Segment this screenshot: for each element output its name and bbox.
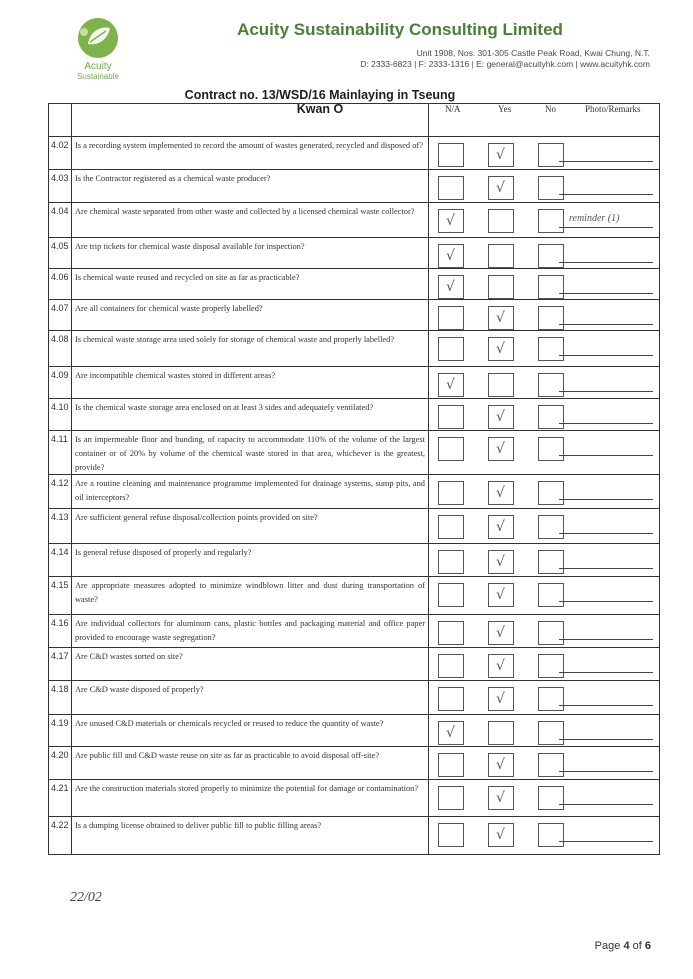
table-row: [49, 237, 659, 269]
column-header-remarks: Photo/Remarks: [585, 104, 641, 114]
checkbox-no[interactable]: [538, 481, 564, 505]
checkbox-yes[interactable]: [488, 244, 514, 268]
remarks-line: [559, 601, 653, 602]
item-question: Is a recording system implemented to record the amount of wastes generated, recycled and disposed of?: [75, 141, 423, 150]
checkbox-na[interactable]: [438, 550, 464, 574]
checkbox-no[interactable]: [538, 306, 564, 330]
item-question: Are C&D wastes sorted on site?: [75, 652, 183, 661]
item-remark: reminder (1): [569, 213, 620, 224]
checkbox-na[interactable]: [438, 244, 464, 268]
logo-text: [62, 62, 134, 82]
item-number: 4.07: [51, 303, 69, 313]
checkbox-na[interactable]: [438, 176, 464, 200]
item-question: Is chemical waste storage area used solely for storage of chemical waste and properly labelled?: [75, 335, 395, 344]
item-number: 4.22: [51, 820, 69, 830]
checkbox-na[interactable]: [438, 275, 464, 299]
checkbox-no[interactable]: [538, 337, 564, 361]
item-question: Are public fill and C&D waste reuse on site as far as practicable to avoid disposal off-site?: [75, 751, 380, 760]
table-row: [49, 430, 659, 475]
check-mark-icon: √: [496, 147, 505, 163]
checkbox-na[interactable]: [438, 481, 464, 505]
table-row: [49, 779, 659, 817]
checkbox-yes[interactable]: [488, 176, 514, 200]
table-row: [49, 169, 659, 203]
check-mark-icon: √: [496, 554, 505, 570]
logo-text-line-2: Sustainable: [77, 72, 119, 81]
table-row: [49, 816, 659, 857]
page-of: of: [632, 940, 642, 952]
table-row: [49, 746, 659, 780]
check-mark-icon: √: [446, 248, 455, 264]
remarks-line: [559, 639, 653, 640]
checkbox-na[interactable]: [438, 654, 464, 678]
item-question: Are sufficient general refuse disposal/collection points provided on site?: [75, 513, 318, 522]
check-mark-icon: √: [496, 658, 505, 674]
column-header-yes: Yes: [498, 104, 512, 114]
table-row: [49, 543, 659, 577]
checkbox-na[interactable]: [438, 823, 464, 847]
check-mark-icon: √: [496, 485, 505, 501]
table-row: [49, 714, 659, 747]
check-mark-icon: √: [496, 790, 505, 806]
table-row: [49, 680, 659, 715]
check-mark-icon: √: [496, 625, 505, 641]
check-mark-icon: √: [496, 409, 505, 425]
handwritten-signature: 22/02: [70, 890, 102, 905]
item-number: 4.16: [51, 618, 69, 628]
checkbox-na[interactable]: [438, 405, 464, 429]
item-number: 4.21: [51, 783, 69, 793]
checkbox-no[interactable]: [538, 687, 564, 711]
company-address: [330, 48, 650, 70]
checkbox-yes[interactable]: [488, 550, 514, 574]
checkbox-no[interactable]: [538, 786, 564, 810]
remarks-line: [559, 391, 653, 392]
checkbox-na[interactable]: [438, 373, 464, 397]
check-mark-icon: √: [446, 725, 455, 741]
checkbox-yes[interactable]: [488, 721, 514, 745]
item-question: Are C&D waste disposed of properly?: [75, 685, 204, 694]
checkbox-no[interactable]: [538, 209, 564, 233]
checkbox-yes[interactable]: [488, 405, 514, 429]
checkbox-yes[interactable]: [488, 786, 514, 810]
item-question: Are individual collectors for aluminum cans, plastic bottles and packaging material and office paper provided to encourage waste segregation?: [75, 619, 425, 642]
table-row: [49, 366, 659, 399]
check-mark-icon: √: [446, 377, 455, 393]
company-name: Acuity Sustainability Consulting Limited: [237, 20, 563, 39]
remarks-line: [559, 423, 653, 424]
checkbox-na[interactable]: [438, 721, 464, 745]
checkbox-na[interactable]: [438, 583, 464, 607]
check-mark-icon: √: [446, 279, 455, 295]
checkbox-yes[interactable]: [488, 515, 514, 539]
column-header-na: N/A: [445, 104, 461, 114]
address-line: Unit 1908, Nos. 301-305 Castle Peak Road, Kwai Chung, N.T.: [416, 48, 650, 58]
checkbox-yes[interactable]: [488, 654, 514, 678]
item-question: Is the Contractor registered as a chemical waste producer?: [75, 174, 271, 183]
item-question: Is a dumping license obtained to deliver public fill to public filling areas?: [75, 821, 322, 830]
logo-text-line-1: Acuity: [84, 61, 112, 72]
item-question: Are trip tickets for chemical waste disposal available for inspection?: [75, 242, 305, 251]
checkbox-no[interactable]: [538, 583, 564, 607]
remarks-line: [559, 499, 653, 500]
remarks-line: [559, 672, 653, 673]
checkbox-no[interactable]: [538, 275, 564, 299]
table-row: [49, 398, 659, 431]
check-mark-icon: √: [496, 691, 505, 707]
remarks-line: [559, 739, 653, 740]
item-number: 4.15: [51, 580, 69, 590]
checkbox-no[interactable]: [538, 654, 564, 678]
table-row: [49, 330, 659, 367]
page-total: 6: [644, 940, 651, 952]
remarks-line: [559, 194, 653, 195]
checkbox-no[interactable]: [538, 721, 564, 745]
check-mark-icon: √: [496, 310, 505, 326]
item-number: 4.11: [51, 434, 68, 444]
remarks-line: [559, 804, 653, 805]
item-question: Are incompatible chemical wastes stored in different areas?: [75, 371, 276, 380]
table-row: [49, 202, 659, 238]
checkbox-no[interactable]: [538, 244, 564, 268]
remarks-line: [559, 161, 653, 162]
remarks-line: [559, 533, 653, 534]
checkbox-na[interactable]: [438, 786, 464, 810]
contact-line: D: 2333-6823 | F: 2333-1316 | E: general@acuityhk.com | www.acuityhk.com: [360, 59, 650, 69]
checkbox-yes[interactable]: [488, 687, 514, 711]
item-number: 4.12: [51, 478, 69, 488]
table-row: [49, 136, 659, 170]
table-row: [49, 474, 659, 509]
checkbox-yes[interactable]: [488, 306, 514, 330]
checkbox-na[interactable]: [438, 209, 464, 233]
table-row: [49, 268, 659, 300]
checkbox-yes[interactable]: [488, 373, 514, 397]
page-label: Page: [594, 940, 621, 952]
check-mark-icon: √: [446, 213, 455, 229]
item-number: 4.18: [51, 684, 69, 694]
table-row: [49, 299, 659, 331]
remarks-line: [559, 771, 653, 772]
contract-title: Contract no. 13/WSD/16 Mainlaying in Tseung Kwan O: [184, 88, 456, 116]
checkbox-yes[interactable]: [488, 481, 514, 505]
checkbox-yes[interactable]: [488, 275, 514, 299]
checkbox-yes[interactable]: [488, 823, 514, 847]
checkbox-yes[interactable]: [488, 583, 514, 607]
page-current: 4: [623, 940, 630, 952]
item-number: 4.04: [51, 206, 69, 216]
checkbox-na[interactable]: [438, 621, 464, 645]
remarks-line: [559, 705, 653, 706]
item-question: Are all containers for chemical waste properly labelled?: [75, 304, 263, 313]
remarks-line: [559, 293, 653, 294]
remarks-line: [559, 568, 653, 569]
checkbox-yes[interactable]: [488, 143, 514, 167]
item-question: Is the chemical waste storage area enclosed on at least 3 sides and adequately ventilated?: [75, 403, 374, 412]
checkbox-na[interactable]: [438, 337, 464, 361]
table-row: [49, 647, 659, 681]
checkbox-no[interactable]: [538, 437, 564, 461]
checkbox-no[interactable]: [538, 621, 564, 645]
item-number: 4.13: [51, 512, 69, 522]
remarks-line: [559, 227, 653, 228]
remarks-line: [559, 324, 653, 325]
checkbox-no[interactable]: [538, 176, 564, 200]
item-number: 4.05: [51, 241, 69, 251]
table-row: [49, 576, 659, 615]
checkbox-no[interactable]: [538, 405, 564, 429]
check-mark-icon: √: [496, 180, 505, 196]
leaf-logo-icon: [62, 14, 134, 64]
checkbox-na[interactable]: [438, 515, 464, 539]
checkbox-na[interactable]: [438, 143, 464, 167]
checkbox-na[interactable]: [438, 753, 464, 777]
checkbox-no[interactable]: [538, 753, 564, 777]
check-mark-icon: √: [496, 519, 505, 535]
item-question: Is an impermeable floor and bunding, of capacity to accommodate 110% of the volume of the largest container or of 20% by volume of the chemical waste stored in that area, whichever is the greatest, provide?: [75, 435, 425, 472]
check-mark-icon: √: [496, 587, 505, 603]
table-row: [49, 508, 659, 544]
checkbox-na[interactable]: [438, 687, 464, 711]
checkbox-yes[interactable]: [488, 753, 514, 777]
checkbox-yes[interactable]: [488, 437, 514, 461]
checkbox-na[interactable]: [438, 437, 464, 461]
item-question: Is chemical waste reused and recycled on site as far as practicable?: [75, 273, 300, 282]
checklist-table: [48, 103, 660, 855]
item-number: 4.09: [51, 370, 69, 380]
item-number: 4.14: [51, 547, 69, 557]
item-number: 4.06: [51, 272, 69, 282]
remarks-line: [559, 355, 653, 356]
checkbox-no[interactable]: [538, 823, 564, 847]
remarks-line: [559, 262, 653, 263]
checkbox-na[interactable]: [438, 306, 464, 330]
checkbox-no[interactable]: [538, 373, 564, 397]
item-question: Is general refuse disposed of properly and regularly?: [75, 548, 252, 557]
check-mark-icon: √: [496, 757, 505, 773]
column-header-no: No: [545, 104, 556, 114]
item-number: 4.08: [51, 334, 69, 344]
table-row: [49, 614, 659, 648]
item-question: Are appropriate measures adopted to minimize windblown litter and dust during transportation of waste?: [75, 581, 425, 604]
remarks-line: [559, 841, 653, 842]
remarks-line: [559, 455, 653, 456]
check-mark-icon: √: [496, 441, 505, 457]
item-number: 4.20: [51, 750, 69, 760]
checkbox-yes[interactable]: [488, 621, 514, 645]
checkbox-no[interactable]: [538, 550, 564, 574]
item-question: Are chemical waste separated from other waste and collected by a licensed chemical waste collector?: [75, 207, 415, 216]
item-question: Are unused C&D materials or chemicals recycled or reused to reduce the quantity of waste?: [75, 719, 384, 728]
item-number: 4.10: [51, 402, 69, 412]
item-number: 4.02: [51, 140, 69, 150]
item-number: 4.17: [51, 651, 69, 661]
item-question: Are a routine cleaning and maintenance programme implemented for drainage systems, sump pits, and oil interceptors?: [75, 479, 425, 502]
checkbox-no[interactable]: [538, 143, 564, 167]
item-number: 4.03: [51, 173, 69, 183]
checkbox-no[interactable]: [538, 515, 564, 539]
check-mark-icon: √: [496, 341, 505, 357]
item-question: Are the construction materials stored properly to minimize the potential for damage or contamination?: [75, 784, 419, 793]
check-mark-icon: √: [496, 827, 505, 843]
checkbox-yes[interactable]: [488, 209, 514, 233]
page-number: [595, 940, 651, 952]
item-number: 4.19: [51, 718, 69, 728]
checkbox-yes[interactable]: [488, 337, 514, 361]
